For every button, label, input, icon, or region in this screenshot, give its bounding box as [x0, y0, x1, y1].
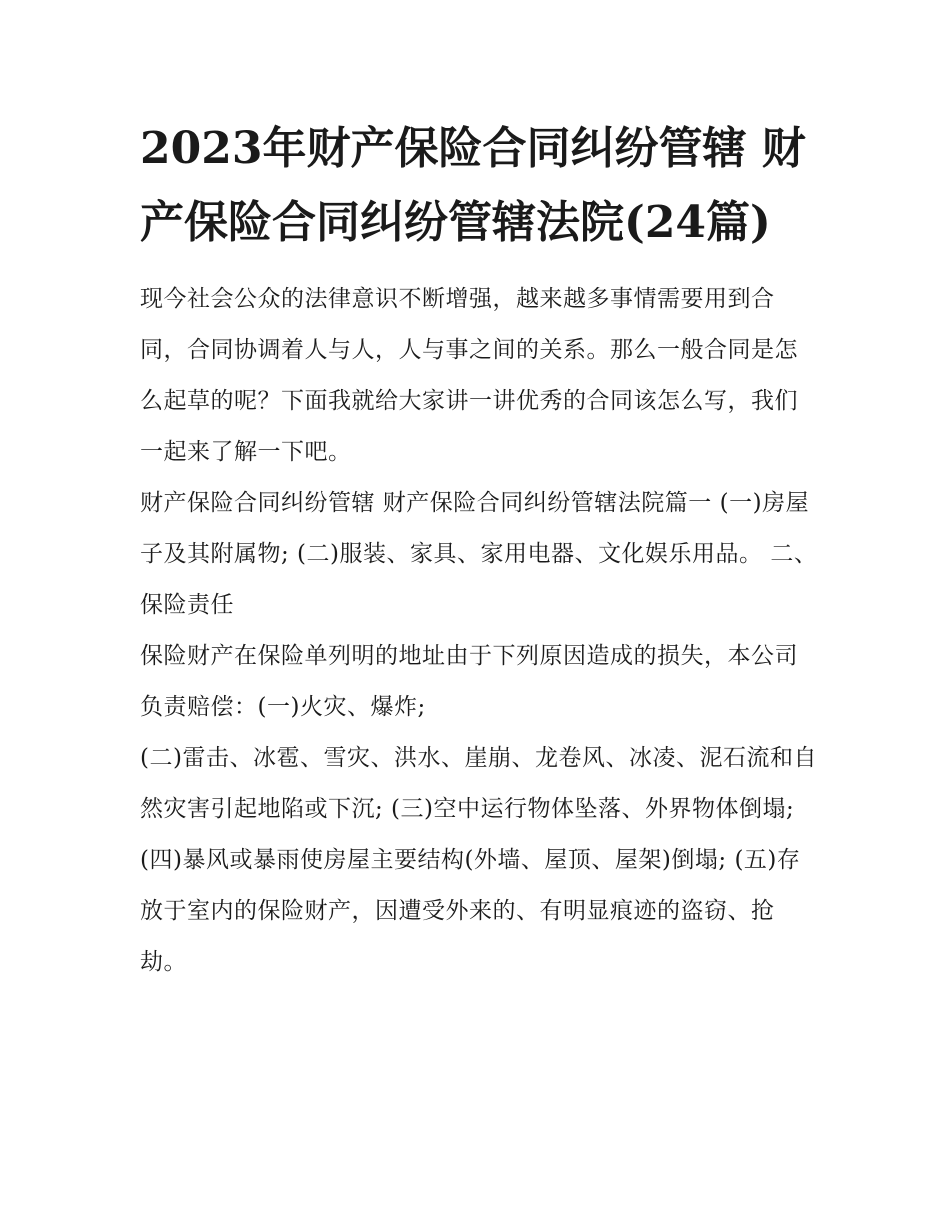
document-page: [140, 112, 820, 988]
paragraph-intro: 现今社会公众的法律意识不断增强，越来越多事情需要用到合同，合同协调着人与人，人与事之间的关系。那么一般合同是怎么起草的呢？下面我就给大家讲一讲优秀的合同该怎么写，我们一起来了解一下吧。: [140, 286, 798, 465]
paragraph-storm-theft: (四)暴风或暴雨使房屋主要结构(外墙、屋顶、屋架)倒塌; (五)存放于室内的保险财产，因遭受外来的、有明显痕迹的盗窃、抢劫。: [140, 847, 801, 975]
document-title: 2023年财产保险合同纠纷管辖 财产保险合同纠纷管辖法院(24篇): [140, 123, 806, 248]
paragraph-section-one: 财产保险合同纠纷管辖 财产保险合同纠纷管辖法院篇一 (一)房屋子及其附属物; (二)服装、家具、家用电器、文化娱乐用品。 二、保险责任: [140, 490, 818, 618]
paragraph-natural-disasters: (二)雷击、冰雹、雪灾、洪水、崖崩、龙卷风、冰凌、泥石流和自然灾害引起地陷或下沉; (三)空中运行物体坠落、外界物体倒塌;: [140, 745, 817, 822]
paragraph-liability: 保险财产在保险单列明的地址由于下列原因造成的损失，本公司负责赔偿：(一)火灾、爆炸;: [140, 643, 798, 720]
